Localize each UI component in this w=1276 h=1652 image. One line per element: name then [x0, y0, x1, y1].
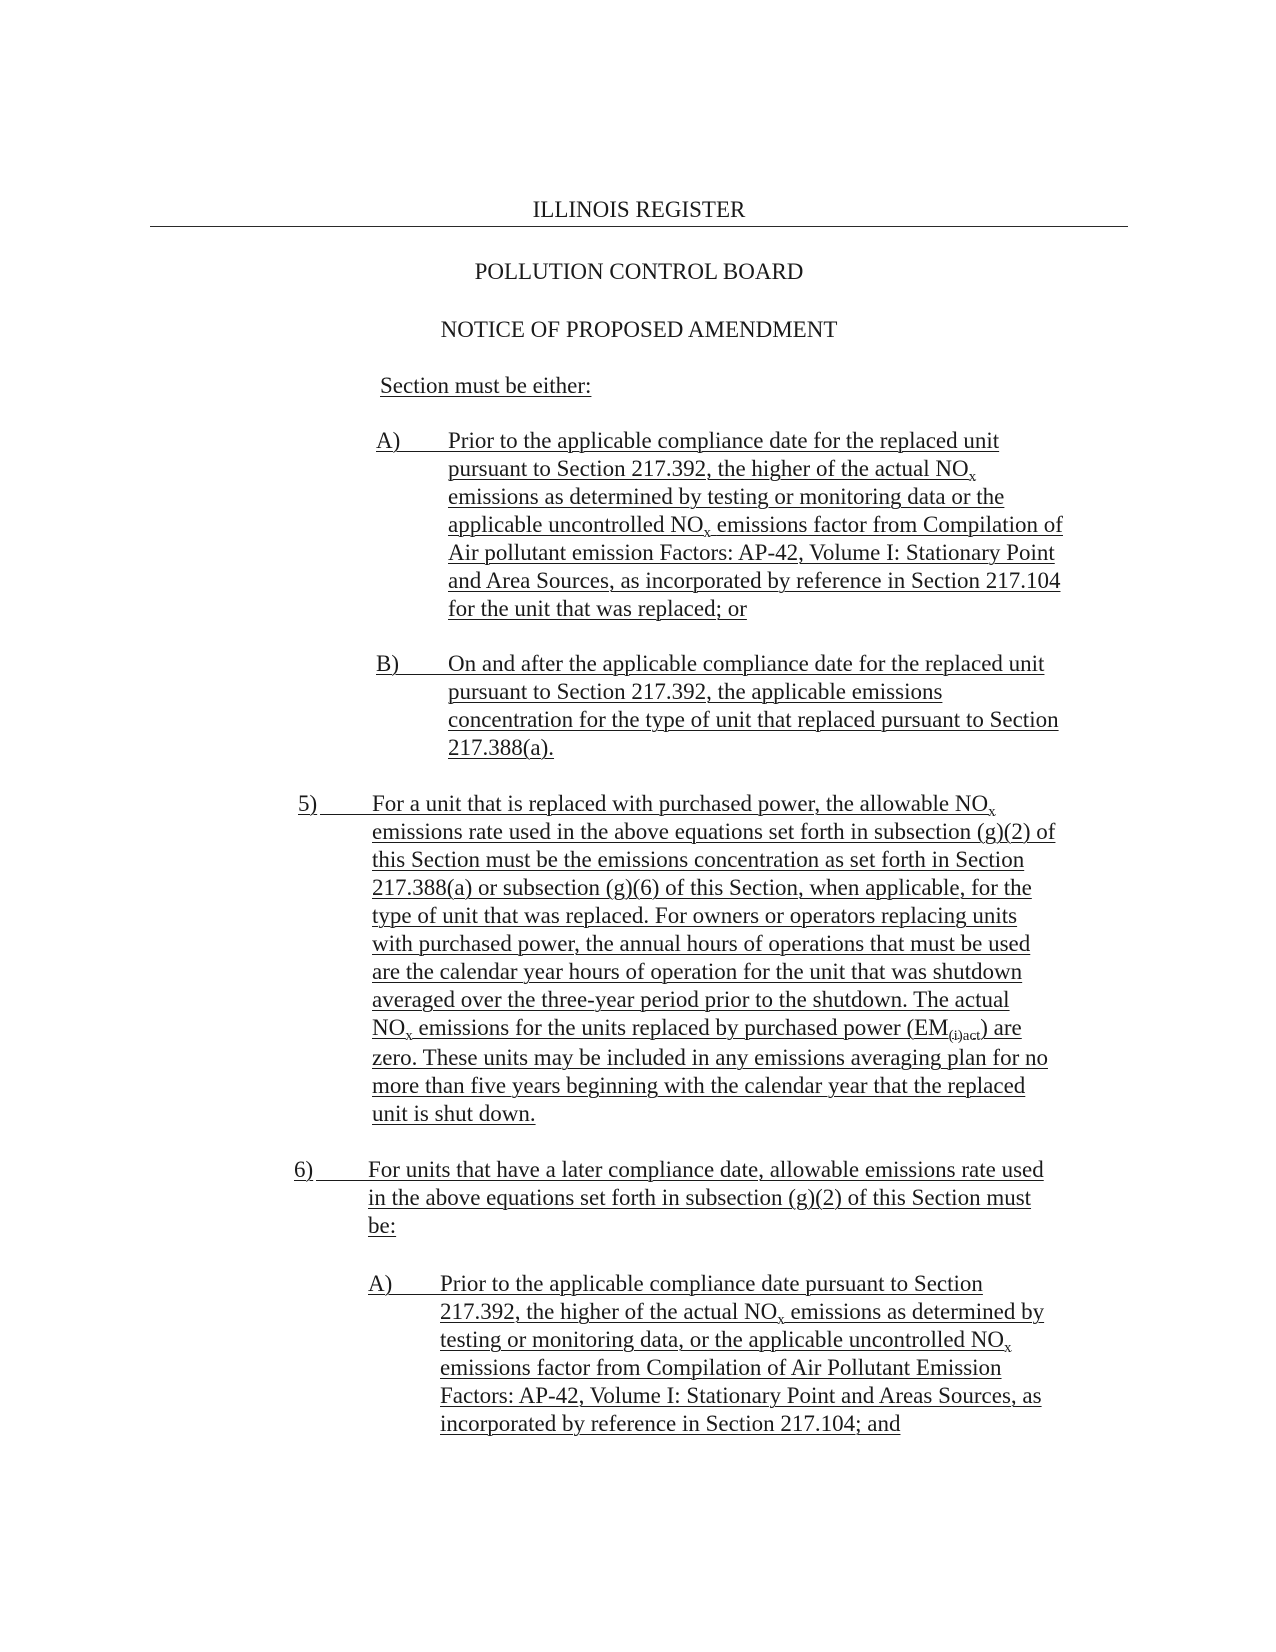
item-a1-line-7: for the unit that was replaced; or — [448, 596, 747, 621]
item-b1-line-2: pursuant to Section 217.392, the applicable emissions — [448, 679, 943, 704]
label-underline — [390, 1294, 440, 1295]
item-a1-label: A) — [376, 428, 401, 453]
item-b1-line-1: On and after the applicable compliance date for the replaced unit — [448, 651, 1045, 676]
paragraph-5-line-5: type of unit that was replaced. For owners or operators replacing units — [372, 903, 1018, 928]
paragraph-5-line-2: emissions rate used in the above equations set forth in subsection (g)(2) of — [372, 819, 1056, 844]
item-b1-label: B) — [376, 651, 399, 676]
header-rule — [150, 226, 1128, 227]
item-a1-line-5: Air pollutant emission Factors: AP-42, Volume I: Stationary Point — [448, 540, 1055, 565]
item-a2-line-4: emissions factor from Compilation of Air Pollutant Emission — [440, 1355, 1002, 1380]
paragraph-5-label: 5) — [298, 791, 318, 816]
paragraph-6-label: 6) — [294, 1157, 314, 1182]
item-a1-line-4: applicable uncontrolled $NO_x$ emissions factor from Compilation of — [448, 512, 1063, 541]
notice-title: NOTICE OF PROPOSED AMENDMENT — [440, 317, 838, 342]
paragraph-5-line-7: are the calendar year hours of operation for the unit that was shutdown — [372, 959, 1023, 984]
item-b1-line-4: 217.388(a). — [448, 735, 555, 760]
paragraph-5-line-11: more than five years beginning with the calendar year that the replaced — [372, 1073, 1026, 1098]
item-a2-line-6: incorporated by reference in Section 217.104; and — [440, 1411, 901, 1436]
label-underline — [320, 814, 372, 815]
item-a1-line-3: emissions as determined by testing or monitoring data or the — [448, 484, 1005, 509]
paragraph-5-line-9: $NO_x$ emissions for the units replaced by purchased power $(EM_{(i)act})$ are — [372, 1015, 1022, 1044]
item-a2-line-5: Factors: AP-42, Volume I: Stationary Point and Areas Sources, as — [440, 1383, 1042, 1408]
item-a2-label: A) — [368, 1271, 393, 1296]
paragraph-6-line-2: in the above equations set forth in subsection (g)(2) of this Section must — [368, 1185, 1032, 1210]
register-title: ILLINOIS REGISTER — [532, 197, 746, 222]
item-a1-line-2: pursuant to Section 217.392, the higher of the actual $NO_x$ — [448, 456, 977, 485]
section-intro: Section must be either: — [380, 373, 592, 398]
board-title: POLLUTION CONTROL BOARD — [474, 259, 804, 284]
label-underline — [398, 674, 448, 675]
paragraph-5-line-1: For a unit that is replaced with purchased power, the allowable $NO_x$ — [372, 791, 996, 820]
item-b1-line-3: concentration for the type of unit that replaced pursuant to Section — [448, 707, 1059, 732]
item-a1-line-1: Prior to the applicable compliance date for the replaced unit — [448, 428, 1000, 453]
paragraph-5-line-10: zero. These units may be included in any emissions averaging plan for no — [372, 1045, 1048, 1070]
paragraph-5-line-4: 217.388(a) or subsection (g)(6) of this Section, when applicable, for the — [372, 875, 1032, 900]
paragraph-5-line-3: this Section must be the emissions concentration as set forth in Section — [372, 847, 1025, 872]
paragraph-5-line-8: averaged over the three-year period prior to the shutdown. The actual — [372, 987, 1010, 1012]
item-a1-line-6: and Area Sources, as incorporated by reference in Section 217.104 — [448, 568, 1061, 593]
paragraph-5-line-6: with purchased power, the annual hours of operations that must be used — [372, 931, 1031, 956]
paragraph-5-line-12: unit is shut down. — [372, 1101, 536, 1126]
item-a2-line-1: Prior to the applicable compliance date pursuant to Section — [440, 1271, 983, 1296]
paragraph-6-line-3: be: — [368, 1213, 397, 1238]
paragraph-6-line-1: For units that have a later compliance date, allowable emissions rate used — [368, 1157, 1044, 1182]
label-underline — [316, 1180, 368, 1181]
item-a2-line-2: 217.392, the higher of the actual $NO_x$ emissions as determined by — [440, 1299, 1045, 1328]
item-a2-line-3: testing or monitoring data, or the applicable uncontrolled $NO_x$ — [440, 1327, 1012, 1356]
label-underline — [398, 451, 448, 452]
